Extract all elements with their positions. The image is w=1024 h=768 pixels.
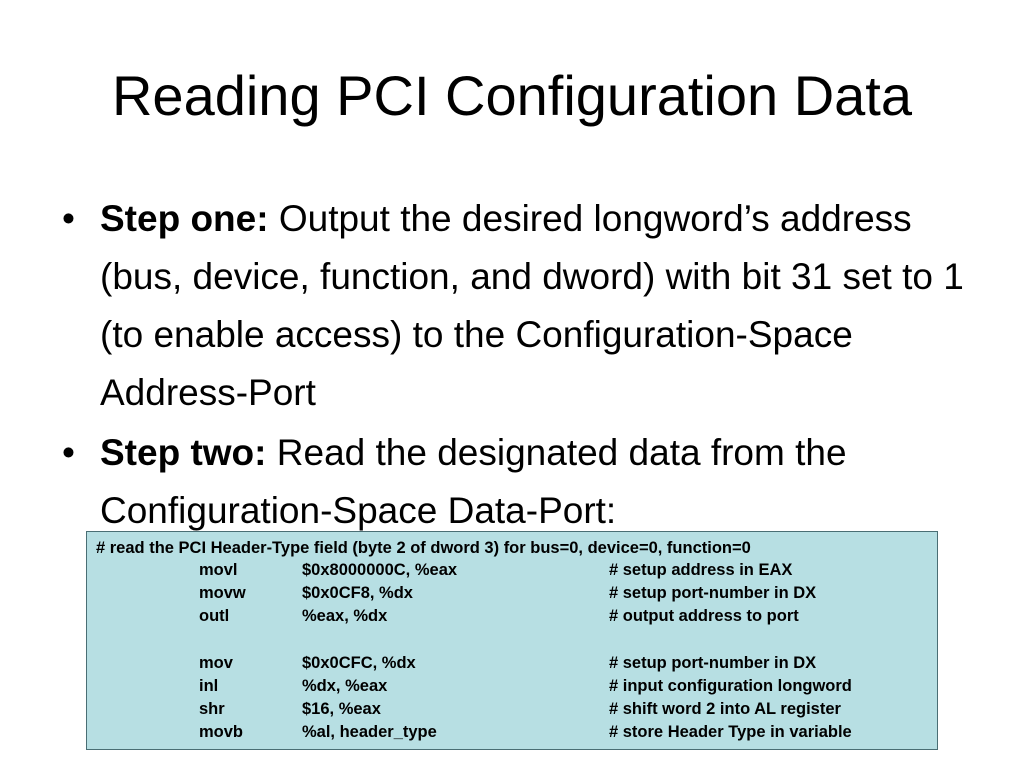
code-args: $0x0CFC, %dx bbox=[302, 654, 416, 672]
code-op: outl bbox=[199, 607, 230, 625]
bullet-step-two bbox=[62, 424, 982, 540]
code-args: $0x8000000C, %eax bbox=[302, 561, 458, 579]
step-two-text: Read the designated data from the Configuration-Space Data-Port: bbox=[100, 432, 847, 531]
step-two-lead: Step two: bbox=[100, 432, 267, 473]
code-comment: # store Header Type in variable bbox=[609, 723, 852, 741]
code-line bbox=[87, 652, 937, 674]
step-one-text: Output the desired longword’s address (bus, device, function, and dword) with bit 31 set to 1 (to enable access) to the Configuration-Space Address-Port bbox=[100, 198, 964, 413]
code-comment: # output address to port bbox=[609, 607, 799, 625]
code-listing bbox=[86, 531, 938, 750]
code-args: %dx, %eax bbox=[302, 677, 388, 695]
code-header-comment: # read the PCI Header-Type field (byte 2 of dword 3) for bus=0, device=0, function=0 bbox=[96, 539, 751, 557]
code-comment: # setup address in EAX bbox=[609, 561, 793, 579]
code-line bbox=[87, 605, 937, 627]
code-op: movb bbox=[199, 723, 244, 741]
code-args: $16, %eax bbox=[302, 700, 381, 718]
code-line bbox=[87, 675, 937, 697]
code-op: movw bbox=[199, 584, 246, 602]
code-comment: # setup port-number in DX bbox=[609, 584, 817, 602]
code-args: %al, header_type bbox=[302, 723, 437, 741]
code-args: %eax, %dx bbox=[302, 607, 388, 625]
bullet-dot-icon: • bbox=[62, 198, 75, 239]
code-op: movl bbox=[199, 561, 238, 579]
code-line bbox=[87, 559, 937, 581]
code-comment: # setup port-number in DX bbox=[609, 654, 817, 672]
code-comment: # shift word 2 into AL register bbox=[609, 700, 841, 718]
slide-title: Reading PCI Configuration Data bbox=[111, 64, 913, 127]
bullet-list bbox=[62, 190, 982, 542]
code-op: inl bbox=[199, 677, 219, 695]
bullet-step-one bbox=[62, 190, 982, 422]
code-comment: # input configuration longword bbox=[609, 677, 852, 695]
code-line bbox=[87, 721, 937, 743]
code-op: shr bbox=[199, 700, 225, 718]
bullet-dot-icon: • bbox=[62, 432, 75, 473]
code-args: $0x0CF8, %dx bbox=[302, 584, 413, 602]
code-op: mov bbox=[199, 654, 233, 672]
code-line bbox=[87, 582, 937, 604]
step-one-lead: Step one: bbox=[100, 198, 269, 239]
code-line bbox=[87, 698, 937, 720]
